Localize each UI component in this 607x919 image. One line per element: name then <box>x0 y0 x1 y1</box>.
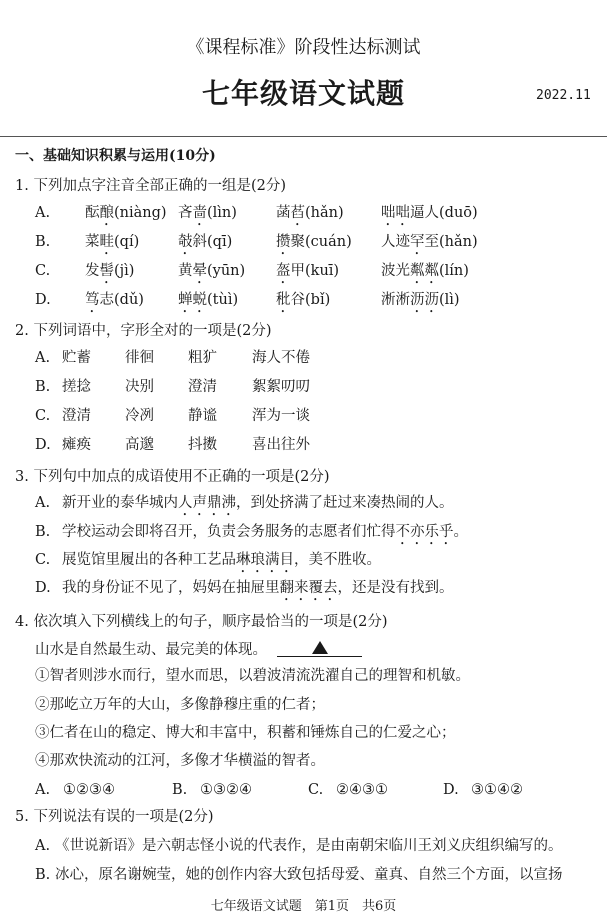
word-item: 高邈 <box>125 437 154 453</box>
dotted-idiom: 琳琅满目 <box>236 552 294 568</box>
sentence-start: 展览馆里履出的各种工艺品 <box>62 552 236 568</box>
word-item: 静谧 <box>188 408 217 424</box>
dotted-character: 笃 <box>85 292 100 308</box>
dotted-character: 沥沥 <box>410 292 439 308</box>
option-sequence: ①②③④ <box>63 782 115 798</box>
sentence-end: ，还是没有找到。 <box>337 580 454 596</box>
dotted-character: 畦 <box>99 234 114 250</box>
dotted-idiom: 不亦乐乎 <box>395 524 454 540</box>
option-label: A. <box>35 838 51 854</box>
option-label: C. <box>35 408 51 424</box>
word-suffix-pinyin: (niàng) <box>114 205 167 221</box>
word-item: 海人不倦 <box>252 350 310 366</box>
word-suffix-pinyin: (lì) <box>439 292 460 308</box>
question-5-stem: 5. 下列说法有误的一项是(2分) <box>15 809 214 825</box>
option-label: A. <box>35 495 51 511</box>
question-1-stem: 1. 下列加点字注音全部正确的一组是(2分) <box>15 178 286 194</box>
pinyin-item <box>178 262 245 287</box>
dotted-character: 攲 <box>178 234 193 250</box>
option-statement: 冰心，原名谢婉莹，她的创作内容大致包括母爱、童真、自然三个方面，以宣扬 <box>55 867 563 883</box>
dotted-character: 粼粼 <box>410 263 439 279</box>
pinyin-item <box>381 233 478 258</box>
dotted-character: 攒 <box>276 234 291 250</box>
dotted-character: 罕 <box>410 234 425 250</box>
pinyin-item <box>85 291 144 316</box>
option-label: C. <box>308 782 324 798</box>
option-sentence <box>62 551 381 576</box>
pinyin-item <box>85 233 139 258</box>
dotted-character: 萏 <box>290 205 305 221</box>
word-item: 浑为一谈 <box>252 408 310 424</box>
option-label: B. <box>35 379 51 395</box>
word-prefix: 吝 <box>178 205 193 221</box>
dotted-character: 咄咄 <box>381 205 410 221</box>
dotted-idiom: 人声鼎沸 <box>178 495 236 511</box>
dotted-character: 晕 <box>192 263 207 279</box>
word-item: 贮蓄 <box>62 350 91 366</box>
word-item: 搓捻 <box>62 379 91 395</box>
sentence-end: ，到处挤满了赶过来凑热闹的人。 <box>236 495 454 511</box>
section-heading: 一、基础知识积累与运用(10分) <box>15 148 216 164</box>
option-label: B. <box>172 782 188 798</box>
numbered-sentence: ④那欢快流动的江河，多像才华横溢的智者。 <box>35 753 325 769</box>
option-sentence <box>62 579 454 604</box>
option-label: A. <box>35 350 51 366</box>
dotted-character: 髻 <box>99 263 114 279</box>
option-label: D. <box>35 292 51 308</box>
option-sequence: ③①④② <box>471 782 523 798</box>
question-4-stem: 4. 依次填入下列横线上的句子，顺序最恰当的一项是(2分) <box>15 614 388 630</box>
word-suffix-pinyin: (lín) <box>439 263 469 279</box>
pinyin-item <box>276 233 352 258</box>
word-item: 喜出往外 <box>252 437 310 453</box>
word-item: 瘫痪 <box>62 437 91 453</box>
pinyin-item <box>178 204 237 229</box>
sentence-start: 我的身份证不见了，妈妈在抽屉里 <box>62 580 280 596</box>
option-sentence <box>62 494 454 519</box>
header-divider <box>0 136 607 137</box>
sentence-end: ，美不胜收。 <box>294 552 381 568</box>
option-label: D. <box>35 580 51 596</box>
word-suffix-pinyin: 志(dǔ) <box>99 292 144 308</box>
word-suffix-pinyin: 谷(bǐ) <box>290 292 331 308</box>
pinyin-item <box>85 262 134 287</box>
pinyin-item <box>178 233 232 258</box>
word-suffix-pinyin: 逼人(duō) <box>410 205 478 221</box>
dotted-character: 啬 <box>192 205 207 221</box>
option-label: D. <box>443 782 459 798</box>
page-footer: 七年级语文试题 第1页 共6页 <box>210 899 397 914</box>
pinyin-item <box>178 291 238 316</box>
word-suffix-pinyin: (lìn) <box>207 205 237 221</box>
pinyin-item <box>276 291 330 316</box>
word-item: 抖擞 <box>188 437 217 453</box>
word-item: 决别 <box>125 379 154 395</box>
word-suffix-pinyin: 聚(cuán) <box>290 234 352 250</box>
pinyin-item <box>85 204 167 229</box>
option-label: C. <box>35 552 51 568</box>
option-label: C. <box>35 263 51 279</box>
triangle-icon <box>312 641 328 654</box>
word-suffix-pinyin: 至(hǎn) <box>424 234 478 250</box>
sentence-start: 学校运动会即将召开，负责会务服务的志愿者们忙得 <box>62 524 396 540</box>
pinyin-item <box>276 204 344 229</box>
option-sentence <box>62 523 468 548</box>
exam-date: 2022.11 <box>536 88 591 103</box>
dotted-character: 秕 <box>276 292 291 308</box>
word-suffix-pinyin: (hǎn) <box>305 205 344 221</box>
option-label: A. <box>35 205 51 221</box>
word-suffix-pinyin: (tùì) <box>207 292 239 308</box>
word-prefix: 菜 <box>85 234 100 250</box>
word-suffix-pinyin: 甲(kuī) <box>290 263 340 279</box>
word-prefix: 发 <box>85 263 100 279</box>
pinyin-item <box>381 262 469 287</box>
fill-in-blank <box>277 640 362 657</box>
word-item: 粗犷 <box>188 350 217 366</box>
word-suffix-pinyin: (jì) <box>114 263 135 279</box>
word-suffix-pinyin: (yūn) <box>207 263 246 279</box>
word-prefix: 酝 <box>85 205 100 221</box>
dotted-character: 蝉蜕 <box>178 292 207 308</box>
pinyin-item <box>381 291 460 316</box>
word-item: 徘徊 <box>125 350 154 366</box>
sentence-end: 。 <box>453 524 468 540</box>
option-label: B. <box>35 524 51 540</box>
exam-subtitle: 《课程标准》阶段性达标测试 <box>186 37 421 58</box>
option-label: A. <box>35 782 51 798</box>
word-prefix: 淅淅 <box>381 292 410 308</box>
option-label: B. <box>35 867 51 883</box>
option-label: D. <box>35 437 51 453</box>
option-statement: 《世说新语》是六朝志怪小说的代表作，是由南朝宋临川王刘义庆组织编写的。 <box>55 838 563 854</box>
question-2-stem: 2. 下列词语中，字形全对的一项是(2分) <box>15 323 272 339</box>
word-prefix: 黄 <box>178 263 193 279</box>
word-item: 澄清 <box>62 408 91 424</box>
numbered-sentence: ③仁者在山的稳定、博大和丰富中，积蓄和锤炼自己的仁爱之心； <box>35 725 456 741</box>
exam-title: 七年级语文试题 <box>201 77 405 110</box>
sentence-start: 新开业的泰华城内 <box>62 495 178 511</box>
pinyin-item <box>381 204 478 229</box>
pinyin-item <box>276 262 339 287</box>
word-item: 絮絮叨叨 <box>252 379 310 395</box>
option-sequence: ①③②④ <box>200 782 252 798</box>
word-item: 冷冽 <box>125 408 154 424</box>
word-suffix-pinyin: 斜(qī) <box>192 234 233 250</box>
numbered-sentence: ②那屹立万年的大山，多像静穆庄重的仁者； <box>35 697 325 713</box>
question-4-lead <box>35 640 362 659</box>
word-suffix-pinyin: (qí) <box>114 234 140 250</box>
word-prefix: 菡 <box>276 205 291 221</box>
question-4-lead-text: 山水是自然最生动、最完美的体现。 <box>35 642 267 658</box>
dotted-character: 盔 <box>276 263 291 279</box>
dotted-idiom: 翻来覆去 <box>279 580 338 596</box>
option-label: B. <box>35 234 51 250</box>
question-3-stem: 3. 下列句中加点的成语使用不正确的一项是(2分) <box>15 469 330 485</box>
dotted-character: 酿 <box>99 205 114 221</box>
numbered-sentence: ①智者则涉水而行，望水而思，以碧波清流洗濯自己的理智和机敏。 <box>35 668 470 684</box>
word-item: 澄清 <box>188 379 217 395</box>
word-prefix: 人迹 <box>381 234 410 250</box>
option-sequence: ②④③① <box>336 782 388 798</box>
word-prefix: 波光 <box>381 263 410 279</box>
